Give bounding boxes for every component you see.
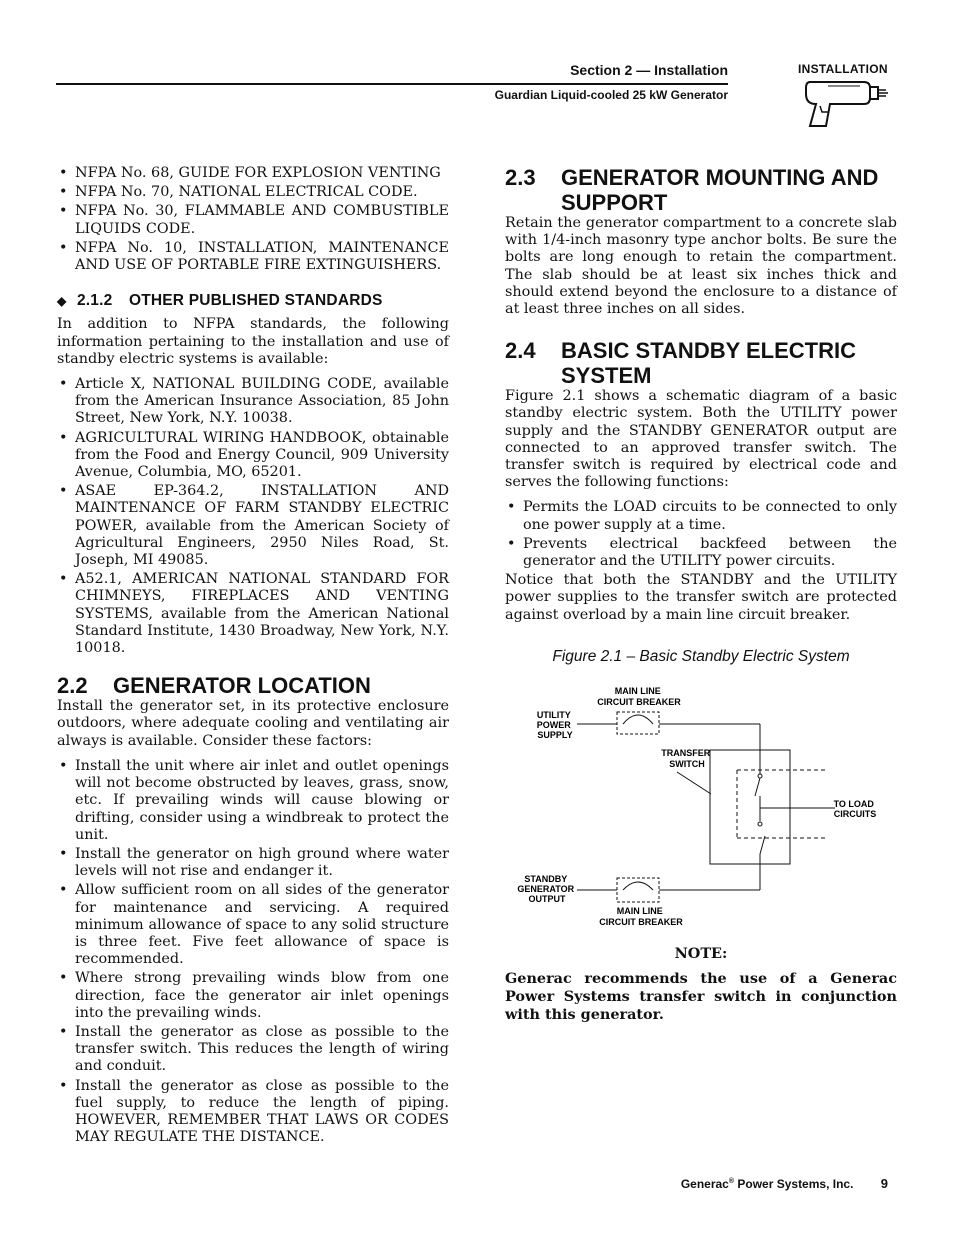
transfer-functions-list xyxy=(505,499,897,570)
diagram-label-line: GENERATOR xyxy=(517,884,575,894)
diagram-label-line: CIRCUITS xyxy=(833,809,877,819)
list-item: • ASAE EP-364.2, INSTALLATION AND MAINTENANCE OF FARM STANDBY ELECTRIC POWER, available from the American Society of Agricultural Engineers, 2950 Niles Road, St. Joseph, MI 49085. xyxy=(57,483,449,569)
main-line-breaker-top-label xyxy=(597,686,681,707)
list-item: • Install the generator on high ground where water levels will not rise and endanger it. xyxy=(57,846,449,880)
list-item: • NFPA No. 70, NATIONAL ELECTRICAL CODE. xyxy=(57,184,449,201)
figure-caption: Figure 2.1 – Basic Standby Electric System xyxy=(552,647,850,665)
paragraph: Notice that both the STANDBY and the UTILITY power supplies to the transfer switch are protected against overload by a main line circuit breaker. xyxy=(505,572,897,623)
standby-system-diagram xyxy=(505,678,897,936)
list-item: • NFPA No. 30, FLAMMABLE AND COMBUSTIBLE LIQUIDS CODE. xyxy=(57,203,449,237)
list-item: • Permits the LOAD circuits to be connected to only one power supply at a time. xyxy=(505,499,897,533)
section-heading-2-2 xyxy=(57,673,449,698)
diamond-bullet-icon: ◆ xyxy=(57,294,67,309)
list-item: • Install the generator as close as possible to the transfer switch. This reduces the length of wiring and conduit. xyxy=(57,1024,449,1076)
diagram-label-line: MAIN LINE xyxy=(616,906,663,916)
section-heading-2-4 xyxy=(505,338,897,388)
top-contact-blade xyxy=(755,778,760,796)
utility-supply-label xyxy=(537,710,574,740)
section-number: 2.3 xyxy=(505,165,536,190)
document-subtitle: Guardian Liquid-cooled 25 kW Generator xyxy=(494,88,728,102)
load-circuits-label xyxy=(834,799,877,819)
page-number: 9 xyxy=(880,1176,888,1191)
bottom-contact-blade xyxy=(760,836,765,854)
diagram-label-line: UTILITY xyxy=(536,710,571,720)
transfer-leader-line xyxy=(677,772,711,794)
diagram-label-line: STANDBY xyxy=(524,874,568,884)
diagram-label-line: POWER xyxy=(536,720,571,730)
subsection-number: 2.1.2 xyxy=(76,292,113,310)
section-title: GENERATOR LOCATION xyxy=(113,673,371,699)
bottom-contact-pivot xyxy=(758,822,762,826)
list-item: • AGRICULTURAL WIRING HANDBOOK, obtainable from the Food and Energy Council, 909 University Avenue, Columbia, MO, 65201. xyxy=(57,430,449,482)
list-item: • NFPA No. 10, INSTALLATION, MAINTENANCE AND USE OF PORTABLE FIRE EXTINGUISHERS. xyxy=(57,240,449,274)
diagram-label-line: SUPPLY xyxy=(537,730,573,740)
note-title: NOTE: xyxy=(674,945,728,962)
diagram-label-line: SWITCH xyxy=(669,759,705,769)
list-item: • Prevents electrical backfeed between the generator and the UTILITY power circuits. xyxy=(505,536,897,570)
standby-output-label xyxy=(517,874,576,904)
paragraph: Install the generator set, in its protective enclosure outdoors, where adequate cooling and ventilating air always is available. Consider these factors: xyxy=(57,698,449,749)
diagram-label-line: TO LOAD xyxy=(833,799,874,809)
switch-dashed-link xyxy=(737,770,825,838)
header-rule xyxy=(56,83,728,85)
footer-company-rest: Power Systems, Inc. xyxy=(734,1177,854,1191)
subsection-heading-2-1-2 xyxy=(57,292,449,310)
page-footer xyxy=(681,1176,888,1191)
section-number: 2.4 xyxy=(505,338,536,364)
paragraph: In addition to NFPA standards, the following information pertaining to the installation and use of standby electric systems is available: xyxy=(57,316,449,367)
subsection-title: OTHER PUBLISHED STANDARDS xyxy=(128,292,383,310)
top-contact-pivot xyxy=(758,774,762,778)
right-column xyxy=(505,165,897,665)
list-item: • Install the generator as close as possible to the fuel supply, to reduce the length of piping. HOWEVER, REMEMBER THAT LAWS OR CODES MAY REGULATE THE DISTANCE. xyxy=(57,1078,449,1147)
list-item: • Article X, NATIONAL BUILDING CODE, available from the American Insurance Association, 85 John Street, New York, N.Y. 10038. xyxy=(57,376,449,428)
section-heading: Section 2 — Installation xyxy=(570,62,728,78)
transfer-switch-box xyxy=(710,750,790,864)
diagram-label-line: CIRCUIT BREAKER xyxy=(597,697,681,707)
diagram-label-line: CIRCUIT BREAKER xyxy=(599,917,683,927)
list-item: • Install the unit where air inlet and outlet openings will not become obstructed by leaves, grass, snow, etc. If prevailing winds will cause blowing or drifting, consider using a windbreak to protect the unit. xyxy=(57,758,449,844)
list-item: • NFPA No. 68, GUIDE FOR EXPLOSION VENTING xyxy=(57,165,449,182)
paragraph: Retain the generator compartment to a concrete slab with 1/4-inch masonry type anchor bolts. Be sure the bolts are long enough to retain the compartment. The slab should be at least six inches thick and should extend beyond the enclosure to a distance of at least three inches on all sides. xyxy=(505,215,897,318)
standards-list xyxy=(57,376,449,657)
section-title: GENERATOR MOUNTING AND SUPPORT xyxy=(561,165,879,215)
footer-company: Generac xyxy=(680,1177,729,1191)
left-column xyxy=(57,165,449,1148)
registered-mark: ® xyxy=(728,1178,735,1185)
section-number: 2.2 xyxy=(57,673,88,699)
transfer-switch-label xyxy=(661,748,713,769)
bottom-breaker-arc xyxy=(623,882,653,890)
installation-badge: INSTALLATION xyxy=(798,62,888,76)
section-heading-2-3 xyxy=(505,165,897,215)
main-line-breaker-bottom-label xyxy=(599,906,683,927)
top-breaker-arc xyxy=(623,715,653,724)
location-factors-list xyxy=(57,758,449,1146)
diagram-label-line: TRANSFER xyxy=(661,748,711,758)
section-title: BASIC STANDBY ELECTRIC SYSTEM xyxy=(561,338,856,389)
list-item: • Where strong prevailing winds blow from one direction, face the generator air inlet openings into the prevailing winds. xyxy=(57,970,449,1022)
diagram-label-line: MAIN LINE xyxy=(614,686,661,696)
drill-icon xyxy=(800,76,890,128)
list-item: • Allow sufficient room on all sides of the generator for maintenance and servicing. A required minimum allowance of space to any solid structure is three feet. Five feet allowance of space is recommended. xyxy=(57,882,449,968)
nfpa-list xyxy=(57,165,449,274)
paragraph: Figure 2.1 shows a schematic diagram of a basic standby electric system. Both the UTILITY power supply and the STANDBY GENERATOR output are connected to an approved transfer switch. The transfer switch is required by electrical code and serves the following functions: xyxy=(505,388,897,491)
note-body: Generac recommends the use of a Generac Power Systems transfer switch in conjunction with this generator. xyxy=(505,970,897,1023)
list-item: • A52.1, AMERICAN NATIONAL STANDARD FOR CHIMNEYS, FIREPLACES AND VENTING SYSTEMS, available from the American National Standard Institute, 1430 Broadway, New York, N.Y. 10018. xyxy=(57,571,449,657)
diagram-label-line: OUTPUT xyxy=(528,894,566,904)
